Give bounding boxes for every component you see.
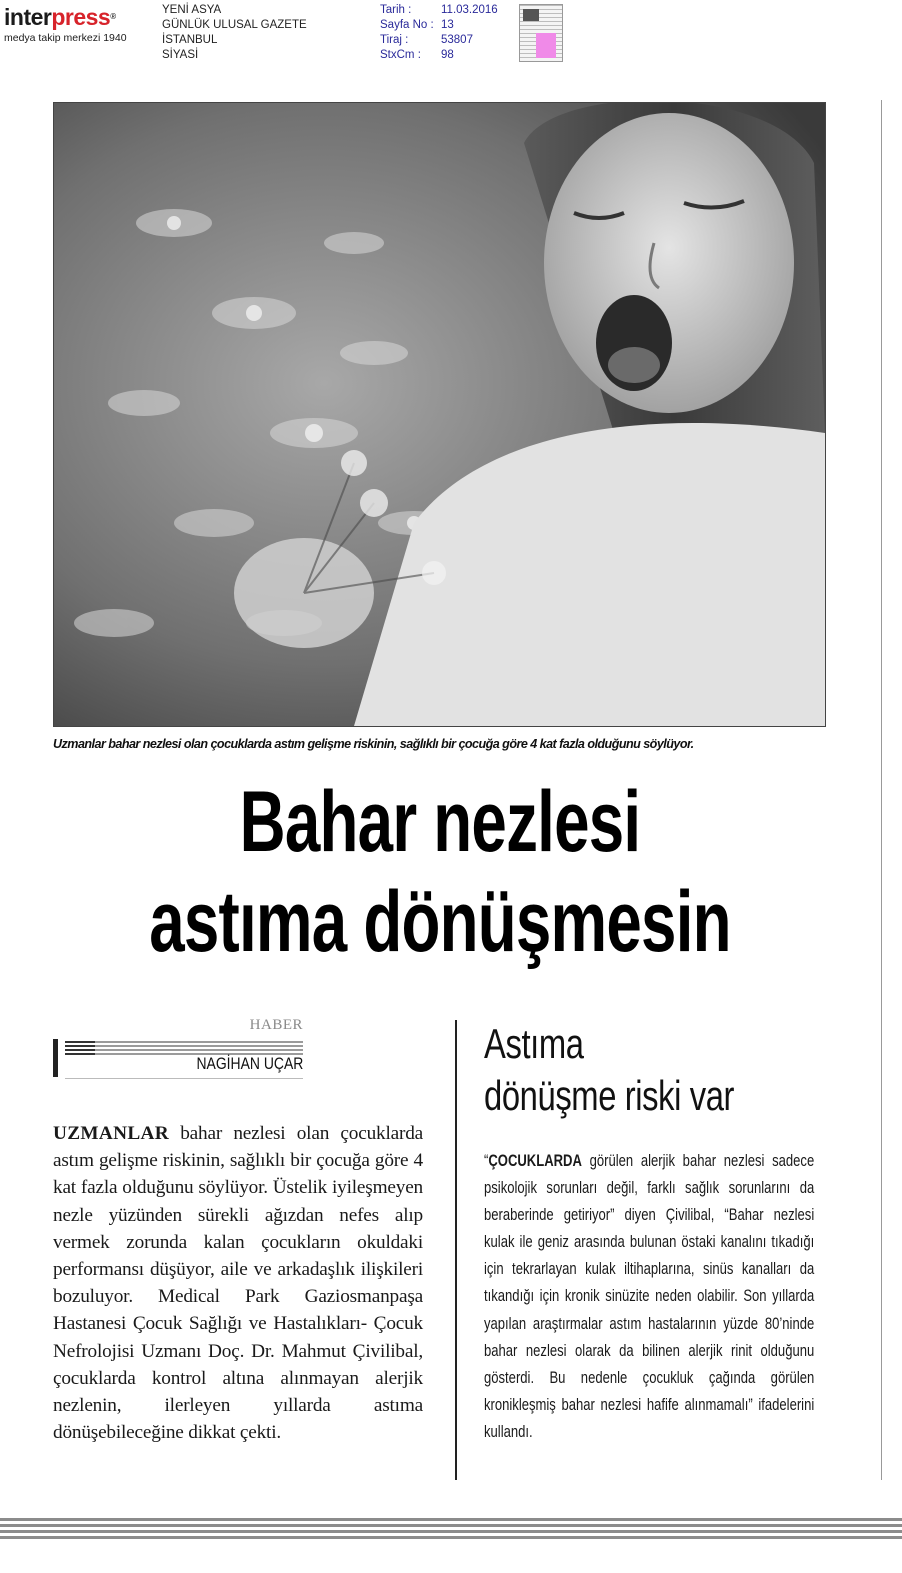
logo-inter-text: inter [4,4,52,30]
headline-line-1: Bahar nezlesi [239,774,641,870]
right-column-rule [881,100,882,1480]
headline-line-2: astıma dönüşmesin [149,874,731,970]
author-name: NAGİHAN UÇAR [196,1054,303,1073]
publication-info [162,3,307,63]
section-label: HABER [249,1017,303,1033]
publication-category: SİYASİ [162,49,199,61]
article-photo [53,102,826,727]
clipping-header [0,0,902,70]
field-row-date [380,3,498,18]
sidebar-body [484,1147,814,1445]
thumbnail-photo-block [523,9,539,21]
article-headline [40,772,840,972]
publication-frequency: GÜNLÜK ULUSAL GAZETE [162,19,307,31]
field-label: Sayfa No : [380,19,434,31]
column-divider [455,1020,457,1480]
thumbnail-highlight [536,33,556,58]
publication-name: YENİ ASYA [162,4,222,16]
article-body [53,1120,423,1446]
sneezing-child-illustration [54,103,825,726]
byline-block [53,1017,303,1081]
sidebar-open-quote: “ [484,1151,489,1170]
field-label: Tarih : [380,4,412,16]
field-value: 98 [441,49,454,61]
field-value: 13 [441,19,454,31]
field-label: StxCm : [380,49,421,61]
sidebar-subhead [484,1018,844,1122]
logo-registered-mark: ® [110,12,116,21]
field-row-page [380,18,498,33]
field-value: 11.03.2016 [441,4,498,16]
logo-press-text: press [51,4,111,30]
byline-underline [65,1078,303,1079]
page-thumbnail[interactable] [519,4,563,62]
interpress-logo [4,4,152,44]
field-row-circulation [380,33,498,48]
subhead-line-2: dönüşme riski var [484,1072,735,1119]
publication-city: İSTANBUL [162,34,218,46]
logo-tagline: medya takip merkezi 1940 [4,32,127,44]
photo-caption: Uzmanlar bahar nezlesi olan çocuklarda astım gelişme riskinin, sağlıklı bir çocuğa göre 4 kat fazla olduğunu söylüyor. [53,737,694,751]
body-lead-word: UZMANLAR [53,1123,169,1144]
subhead-line-1: Astıma [484,1020,584,1067]
byline-accent-bar [53,1039,58,1077]
footer-rule-bars [0,1518,902,1540]
clipping-fields [380,3,498,63]
byline-rule-lines [65,1041,303,1055]
body-text: bahar nezlesi olan çocuklarda astım gelişme riskinin, sağlıklı bir çocuğa göre 4 kat fazla olduğunu söylüyor. Üstelik iyileşmeyen nezle yüzünden sürekli ağızdan nefes alıp vermek zorunda kalan çocukların okuldaki performansı düşüyor, aile ve arkadaşlık ilişkileri bozuluyor. Medical Park Gaziosmanpaşa Hastanesi Çocuk Sağlığı ve Hastalıkları- Çocuk Nefrolojisi Uzmanı Doç. Dr. Mahmut Çivilibal, çocuklarda kontrol altına alınmayan alerjik nezlenin, ilerleyen yıllarda astıma dönüşebileceğine dikkat çekti. [53,1123,423,1444]
field-row-stxcm [380,48,498,63]
field-label: Tiraj : [380,34,409,46]
field-value: 53807 [441,34,473,46]
sidebar-text: görülen alerjik bahar nezlesi sadece psikolojik sorunları değil, farklı sağlık sorunlarını da beraberinde getiriyor” diyen Çivilibal, “Bahar nezlesi kulak ile geniz arasında bulunan östaki kanalını tıkadığı için tekrarlayan kulak iltihaplarına, sinüs kanalları da tıkandığı için kronik sinüzite neden olabilir. Son yıllarda yapılan araştırmalar astım hastalarının yüzde 80’ninde bahar nezlesi olarak da bilinen alerjik rinit olduğunu gösterdi. Bu nedenle çocukluk çağında görülen kronikleşmiş bahar nezlesi hafife alınmamalı” ifadelerini kullandı. [484,1151,815,1441]
sidebar-lead-word: ÇOCUKLARDA [488,1151,582,1170]
